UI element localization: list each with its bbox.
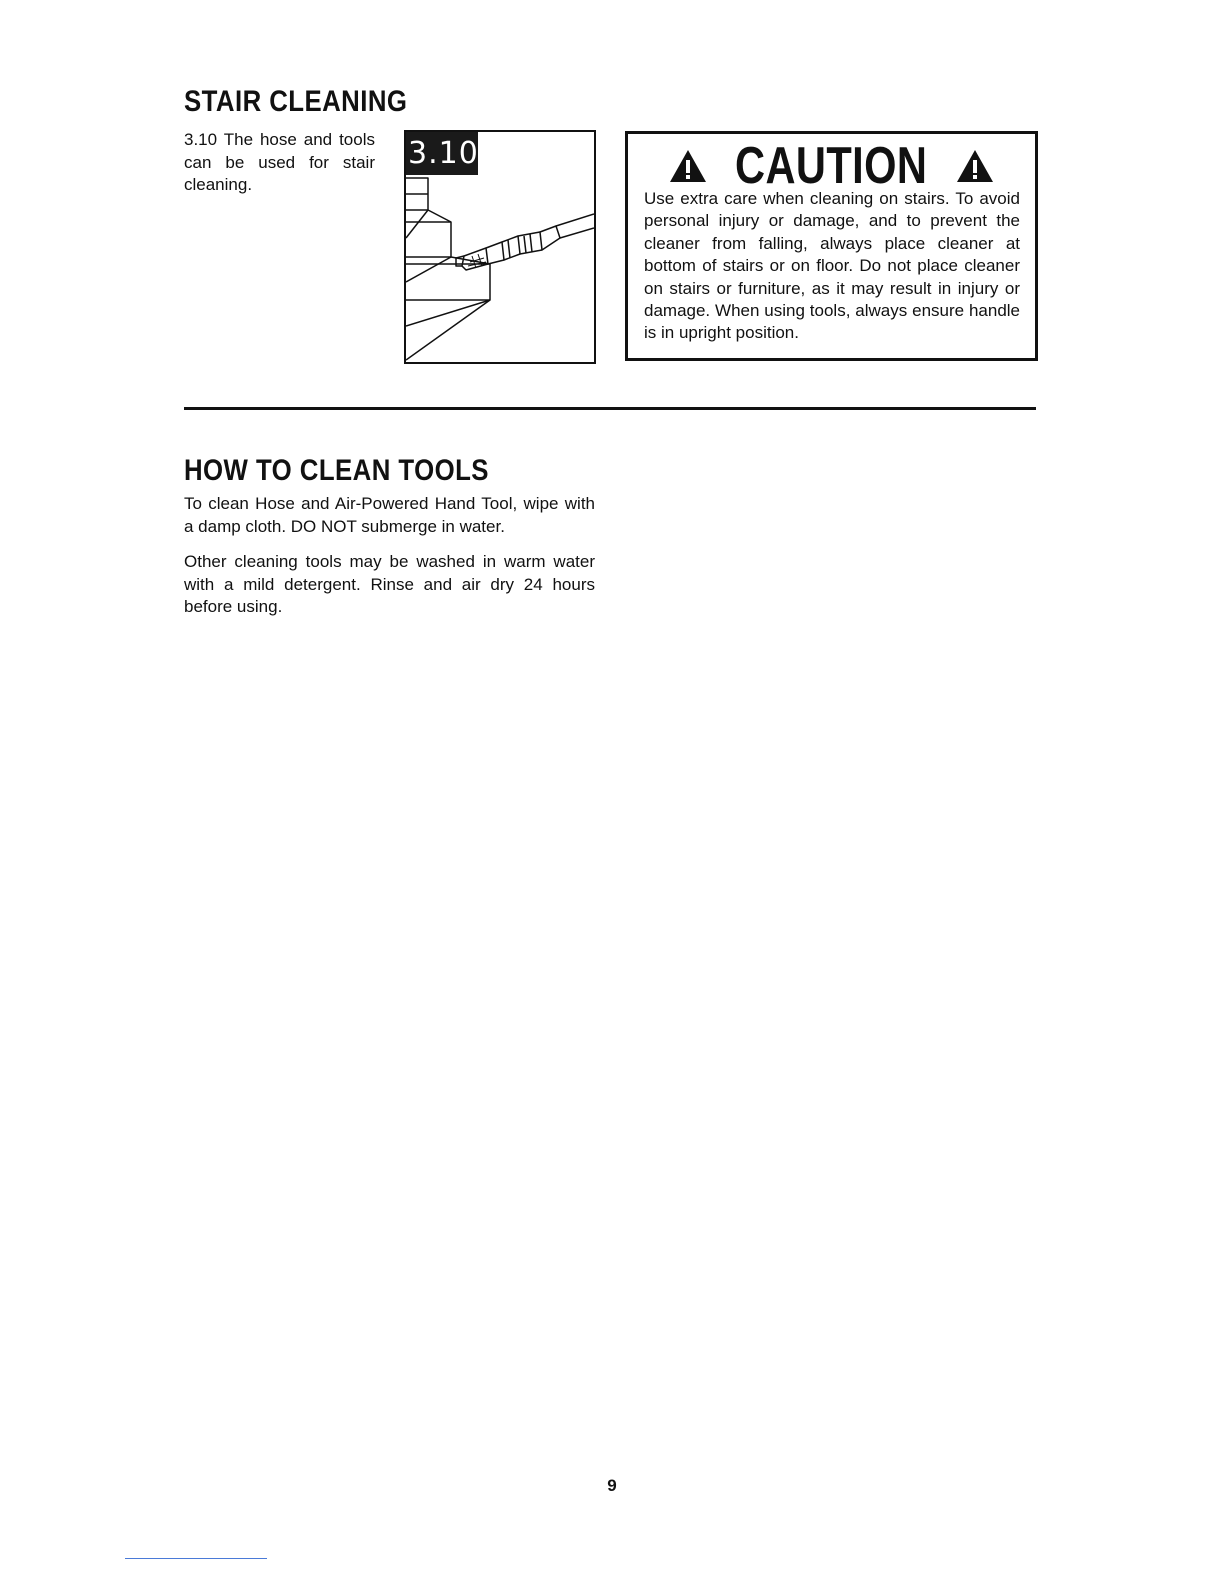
stair-cleaning-heading: STAIR CLEANING bbox=[184, 85, 408, 118]
stair-cleaning-figure bbox=[404, 130, 596, 364]
page-number: 9 bbox=[607, 1476, 617, 1495]
caution-title-row bbox=[628, 136, 1035, 196]
footer-line bbox=[125, 1558, 267, 1559]
clean-tools-paragraph-1: To clean Hose and Air-Powered Hand Tool, wipe with a damp cloth. DO NOT submerge in water. bbox=[184, 494, 595, 536]
caution-box bbox=[625, 131, 1038, 361]
how-to-clean-tools-heading: HOW TO CLEAN TOOLS bbox=[184, 454, 489, 487]
stair-cleaning-description: 3.10 The hose and tools can be used for stair cleaning. bbox=[184, 130, 375, 194]
warning-triangle-icon bbox=[956, 149, 994, 183]
stairs-with-hose-illustration bbox=[406, 132, 594, 362]
warning-triangle-icon bbox=[669, 149, 707, 183]
caution-text: Use extra care when cleaning on stairs. To avoid personal injury or damage, and to prevent the cleaner from falling, always place cleaner at bottom of stairs or on floor. Do not place cleaner on stairs or furniture, as it may result in injury or damage. When using tools, always ensure handle is in upright position. bbox=[644, 189, 1020, 343]
section-divider bbox=[184, 407, 1036, 410]
caution-title: CAUTION bbox=[735, 137, 928, 195]
figure-label: 3.10 bbox=[406, 132, 478, 175]
clean-tools-paragraph-2: Other cleaning tools may be washed in warm water with a mild detergent. Rinse and air dry 24 hours before using. bbox=[184, 552, 595, 616]
